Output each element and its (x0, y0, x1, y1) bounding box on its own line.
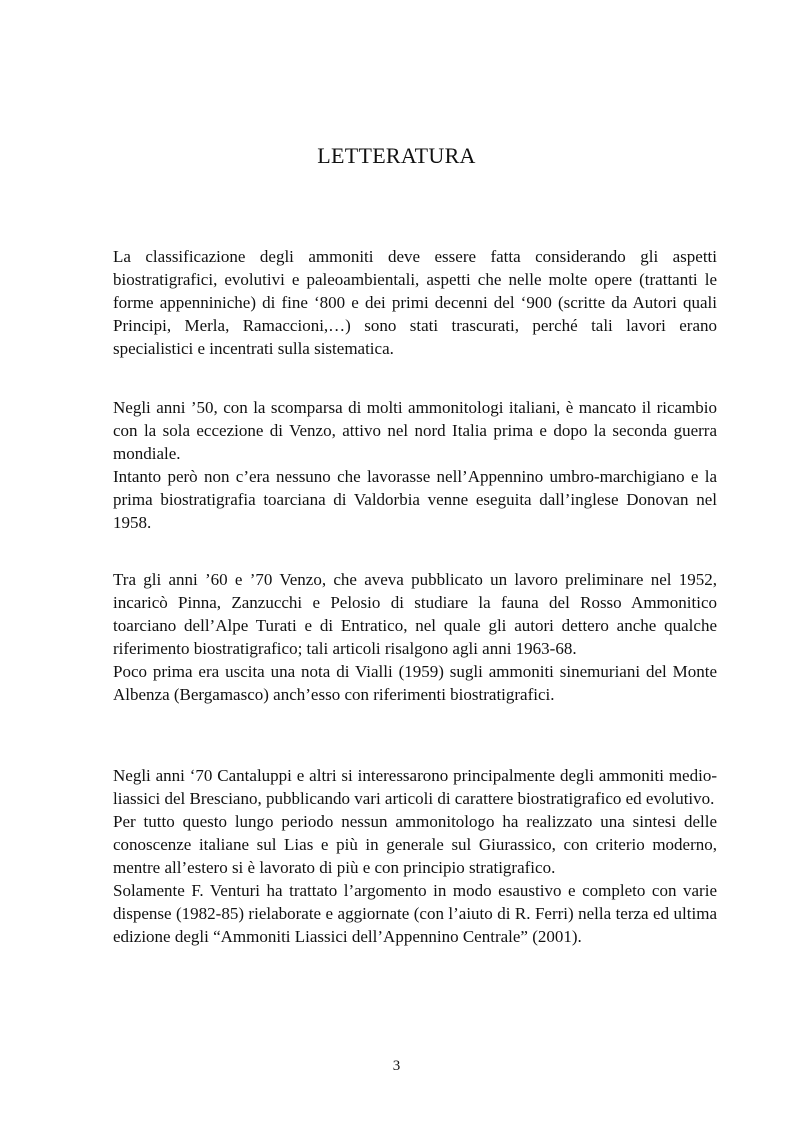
paragraph-1 (113, 245, 717, 360)
paragraph-3 (113, 568, 717, 706)
paragraph-text: Per tutto questo lungo periodo nessun ammonitologo ha realizzato una sintesi delle conoscenze italiane sul Lias e più in generale sul Giurassico, con criterio moderno, mentre all’estero si è lavorato di più e con principio stratigrafico. (113, 812, 717, 877)
paragraph-text: Negli anni ‘70 Cantaluppi e altri si interessarono principalmente degli ammoniti medio-liassici del Bresciano, pubblicando vari articoli di carattere biostratigrafico ed evolutivo. (113, 766, 717, 808)
paragraph-text: Intanto però non c’era nessuno che lavorasse nell’Appennino umbro-marchigiano e la prima biostratigrafia toarciana di Valdorbia venne eseguita dall’inglese Donovan nel 1958. (113, 467, 717, 532)
page-number: 3 (392, 1058, 401, 1074)
paragraph-2 (113, 396, 717, 534)
paragraph-text: Negli anni ’50, con la scomparsa di molti ammonitologi italiani, è mancato il ricambio con la sola eccezione di Venzo, attivo nel nord Italia prima e dopo la seconda guerra mondiale. (113, 398, 717, 463)
paragraph-4 (113, 764, 717, 948)
page-title: LETTERATURA (317, 143, 476, 168)
paragraph-text: Tra gli anni ’60 e ’70 Venzo, che aveva pubblicato un lavoro preliminare nel 1952, incaricò Pinna, Zanzucchi e Pelosio di studiare la fauna del Rosso Ammonitico toarciano dell’Alpe Turati e di Entratico, nel quale gli autori dettero anche qualche riferimento biostratigrafico; tali articoli risalgono agli anni 1963-68. (113, 570, 717, 658)
paragraph-text: Solamente F. Venturi ha trattato l’argomento in modo esaustivo e completo con varie dispense (1982-85) rielaborate e aggiornate (con l’aiuto di R. Ferri) nella terza ed ultima edizione degli “Ammoniti Liassici dell’Appennino Centrale” (2001). (113, 881, 717, 946)
paragraph-text: La classificazione degli ammoniti deve essere fatta considerando gli aspetti biostratigrafici, evolutivi e paleoambientali, aspetti che nelle molte opere (trattanti le forme appenniniche) di fine ‘800 e dei primi decenni del ‘900 (scritte da Autori quali Principi, Merla, Ramaccioni,…) sono stati trascurati, perché tali lavori erano specialistici e incentrati sulla sistematica. (113, 247, 717, 358)
paragraph-text: Poco prima era uscita una nota di Vialli (1959) sugli ammoniti sinemuriani del Monte Albenza (Bergamasco) anch’esso con riferimenti biostratigrafici. (113, 662, 717, 704)
